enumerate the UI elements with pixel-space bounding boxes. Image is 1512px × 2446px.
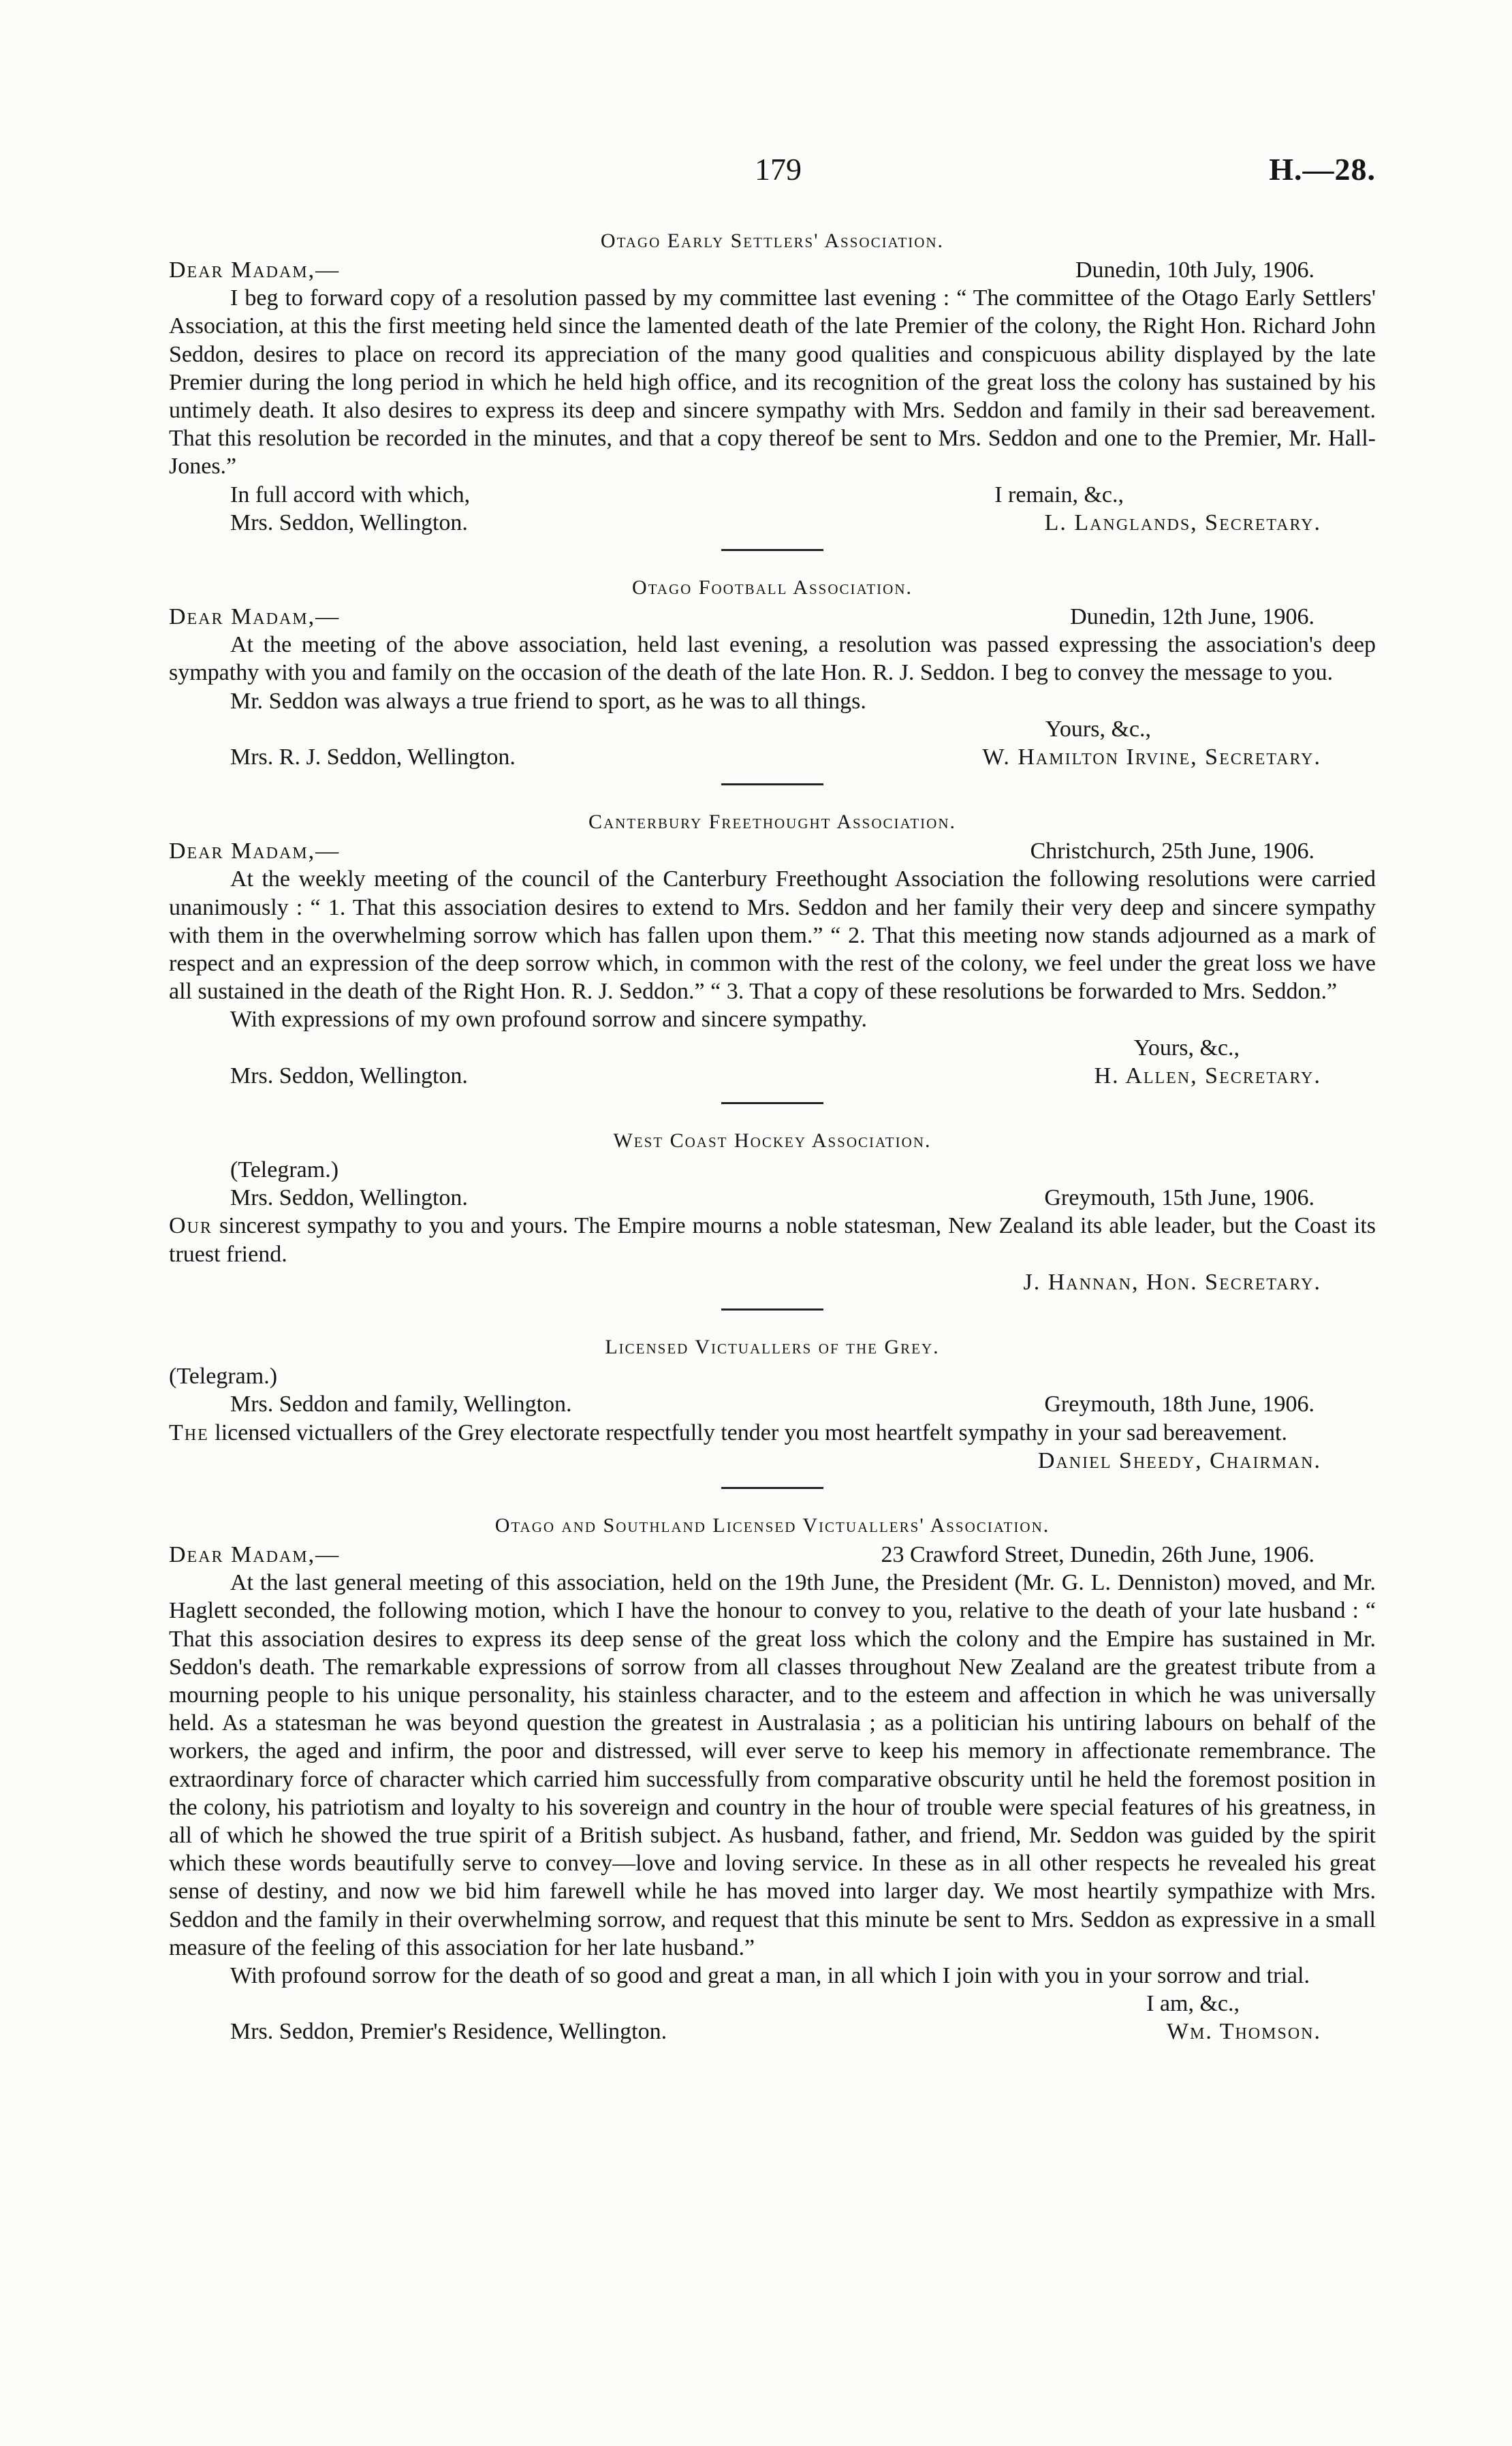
place-date: 23 Crawford Street, Dunedin, 26th June, 1906. [881,1541,1314,1567]
salutation: Dear Madam,— [169,838,341,864]
salutation: Dear Madam,— [169,1541,341,1567]
section-title: Otago and Southland Licensed Victuallers' Association. [494,1514,1050,1537]
telegram-label: (Telegram.) [169,1364,278,1390]
signature: W. Hamilton Irvine, Secretary. [982,744,1321,770]
signature: J. Hannan, Hon. Secretary. [1023,1269,1321,1295]
salutation: Dear Madam,— [169,257,341,283]
letter-otago-southland-licensed-victuallers [169,1512,1376,2046]
closing: Yours, &c., [1133,1035,1240,1061]
body-text: sincerest sympathy to you and yours. The Empire mourns a noble statesman, New Zealand its able leader, but the Coast its truest friend. [169,1213,1376,1267]
addressee: Mrs. R. J. Seddon, Wellington. [230,744,516,770]
addressee-row [169,1390,1376,1418]
salutation: Dear Madam,— [169,604,341,630]
telegram-label: (Telegram.) [230,1157,339,1183]
telegram-label-row [169,1362,1376,1390]
signature: H. Allen, Secretary. [1094,1063,1321,1088]
addressee: Mrs. Seddon, Premier's Residence, Wellington. [230,2019,667,2045]
body-text: licensed victuallers of the Grey electorate respectfully tender you most heartfelt sympathy in your sad bereavement. [215,1420,1288,1445]
letter-body: I beg to forward copy of a resolution passed by my committee last evening : “ The committee of the Otago Early Settlers' Association, at this the first meeting held since the lamented death of the late Premier of the colony, the Right Hon. Richard John Seddon, desires to place on record its appreciation of the many good qualities and conspicuous ability displayed by the late Premier during the long period in which he held high office, and its recognition of the great loss the colony has sustained by his untimely death. It also desires to express its deep and sincere sympathy with Mrs. Seddon and family in their sad bereavement. That this resolution be recorded in the minutes, and that a copy thereof be sent to Mrs. Seddon and one to the Premier, Mr. Hall-Jones.” [169,285,1376,480]
document-reference: H.—28. [1269,152,1376,187]
addressee: Mrs. Seddon and family, Wellington. [230,1392,572,1417]
signature-row [169,1447,1376,1475]
section-divider [721,1487,823,1489]
telegram-licensed-victuallers-grey [169,1334,1376,1489]
telegram-body [169,1212,1376,1268]
section-divider [721,549,823,551]
letter-body-2: With profound sorrow for the death of so good and great a man, in all which I join with you in your sorrow and trial. [230,1962,1310,1988]
letter-body: At the meeting of the above association, held last evening, a resolution was passed expressing the association's deep sympathy with you and family on the occasion of the death of the late Hon. R. J. Seddon. I beg to convey the message to you. [169,632,1376,686]
telegram-body [169,1419,1376,1447]
place-date: Dunedin, 12th June, 1906. [1070,604,1314,630]
signature: L. Langlands, Secretary. [1044,509,1321,535]
section-title: Otago Early Settlers' Association. [600,230,945,252]
signature-row [169,1062,1376,1090]
section-title: Licensed Victuallers of the Grey. [605,1336,940,1359]
addressee: Mrs. Seddon, Wellington. [230,509,468,535]
letter-otago-football [169,574,1376,785]
closing: I am, &c., [1146,1991,1240,2017]
signature-row [169,509,1376,537]
letter-body: At the weekly meeting of the council of the Canterbury Freethought Association the following resolutions were carried unanimously : “ 1. That this association desires to extend to Mrs. Seddon and her family their very deep and sincere sympathy with them in the overwhelming sorrow which has fallen upon them.” “ 2. That this meeting now stands adjourned as a mark of respect and an expression of the deep sorrow which, in common with the rest of the colony, we feel under the great loss we have all sustained in the death of the Right Hon. R. J. Seddon.” “ 3. That a copy of these resolutions be forwarded to Mrs. Seddon.” [169,866,1376,1005]
page-header [0,151,1512,192]
section-divider [721,1308,823,1311]
addressee-row [169,1184,1376,1212]
salutation-row [169,837,1376,865]
addressee: Mrs. Seddon, Wellington. [230,1063,468,1088]
place-date: Dunedin, 10th July, 1906. [1075,257,1314,283]
place-date: Greymouth, 15th June, 1906. [1044,1185,1314,1211]
salutation-row [169,603,1376,631]
closing-right: I remain, &c., [994,482,1124,507]
letter-canterbury-freethought [169,809,1376,1104]
place-date: Christchurch, 25th June, 1906. [1030,838,1314,864]
signature-row [169,2018,1376,2045]
salutation-row [169,1541,1376,1569]
body-lead: The [169,1420,209,1445]
signature: Wm. Thomson. [1166,2019,1321,2045]
addressee: Mrs. Seddon, Wellington. [230,1185,468,1211]
telegram-label-row [169,1156,1376,1184]
letter-body-2: Mr. Seddon was always a true friend to sport, as he was to all things. [230,688,866,714]
closing-row [169,481,1376,509]
closing: Yours, &c., [1045,716,1151,742]
letter-body-2: With expressions of my own profound sorrow and sincere sympathy. [230,1007,868,1033]
section-title: West Coast Hockey Association. [613,1129,932,1153]
body-lead: Our [169,1213,212,1239]
telegram-west-coast-hockey [169,1127,1376,1311]
salutation-row [169,256,1376,284]
section-title: Otago Football Association. [631,576,913,599]
signature-row [169,743,1376,771]
letter-otago-early-settlers [169,228,1376,551]
page-content [169,228,1376,2050]
closing-left: In full accord with which, [230,482,471,507]
signature-row [169,1268,1376,1296]
letter-body: At the last general meeting of this association, held on the 19th June, the President (Mr. G. L. Denniston) moved, and Mr. Haglett seconded, the following motion, which I have the honour to convey to you, relative to the death of your late husband : “ That this association desires to express its deep sense of the great loss which the colony and the Empire has sustained in Mr. Seddon's death. The remarkable expressions of sorrow from all classes throughout New Zealand are the greatest tribute from a mourning people to his unique personality, his stainless character, and to the esteem and affection in which he was universally held. As a statesman he was beyond question the greatest in Australasia ; as a politician his untiring labours on behalf of the workers, the aged and infirm, the poor and distressed, will ever serve to keep his memory in affectionate remembrance. The extraordinary force of character which carried him successfully from comparative obscurity until he held the foremost position in the colony, his patriotism and loyalty to his sovereign and country in the hour of trouble were special features of his greatness, in all of which he showed the true spirit of a British subject. As husband, father, and friend, Mr. Seddon was guided by the spirit which these words beautifully serve to convey—love and loving service. In these as in all other respects he revealed his great sense of destiny, and now we bid him farewell while he has moved into larger day. We most heartily sympathize with Mrs. Seddon and the family in their overwhelming sorrow, and request that this minute be sent to Mrs. Seddon as expressive in a small measure of the feeling of this association for her late husband.” [169,1570,1376,1960]
place-date: Greymouth, 18th June, 1906. [1044,1392,1314,1417]
section-divider [721,783,823,785]
section-divider [721,1102,823,1104]
signature: Daniel Sheedy, Chairman. [1037,1447,1321,1473]
section-title: Canterbury Freethought Association. [588,811,957,834]
page-number: 179 [755,152,802,187]
